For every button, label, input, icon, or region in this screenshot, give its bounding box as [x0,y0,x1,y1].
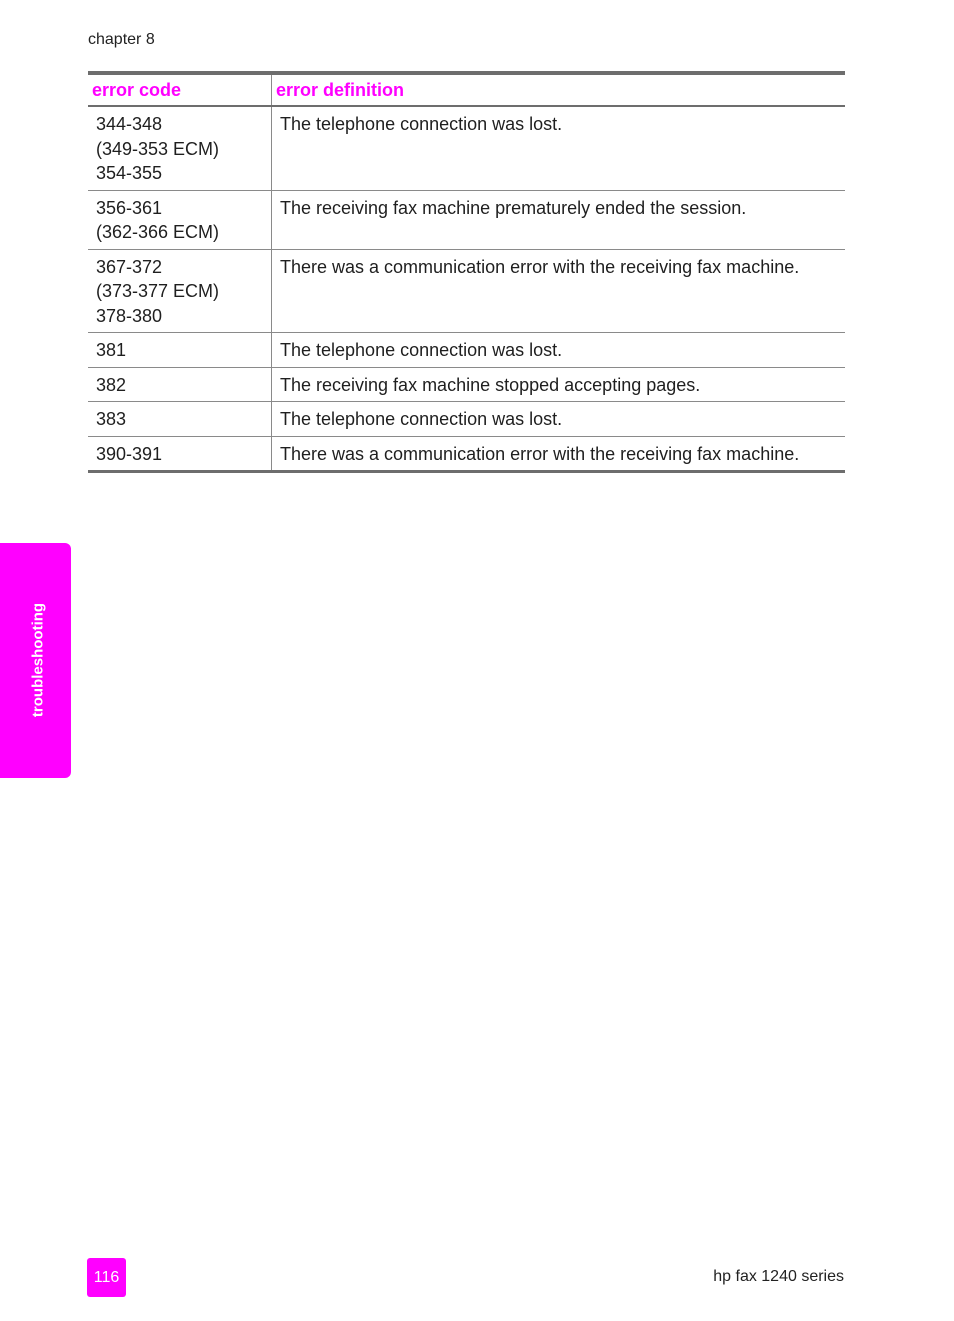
table-row [88,106,845,190]
error-code-cell [88,249,272,333]
table-row [88,249,845,333]
table-row [88,190,845,249]
column-header-error-code: error code [88,73,272,106]
error-code: (373-377 ECM) [96,281,220,301]
error-code-cell [88,106,272,190]
table-row [88,436,845,472]
error-code: (362-366 ECM) [96,222,220,242]
error-definition: There was a communication error with the receiving fax machine. [272,249,846,333]
footer-product-title: hp fax 1240 series [713,1268,844,1285]
error-code: 378-380 [96,305,163,326]
error-code-cell [88,402,272,437]
error-definition: The receiving fax machine stopped accepting pages. [272,367,846,402]
page-number-badge: 116 [87,1258,126,1297]
error-code-table [88,71,845,473]
error-code: 390-391 [96,443,163,464]
table-row [88,333,845,368]
error-code: 367-372 [96,256,163,277]
error-code: 354-355 [96,163,163,183]
table-row [88,367,845,402]
error-definition: The receiving fax machine prematurely ended the session. [272,190,846,249]
side-tab-label: troubleshooting [29,602,47,718]
error-code: 382 [96,374,127,395]
error-definition: The telephone connection was lost. [272,333,846,368]
chapter-label: chapter 8 [88,31,155,48]
error-definition: The telephone connection was lost. [272,106,846,190]
error-code-cell [88,190,272,249]
table-header-row [88,73,845,106]
table-row [88,402,845,437]
error-code: 356-361 [96,197,163,218]
error-definition: There was a communication error with the receiving fax machine. [272,436,846,472]
error-code-cell [88,367,272,402]
error-code: 381 [96,340,127,360]
error-code: (349-353 ECM) [96,138,220,159]
error-code-cell [88,436,272,472]
error-code: 344-348 [96,114,163,134]
error-code: 383 [96,409,127,429]
error-code-cell [88,333,272,368]
error-definition: The telephone connection was lost. [272,402,846,437]
column-header-error-definition: error definition [276,80,405,100]
